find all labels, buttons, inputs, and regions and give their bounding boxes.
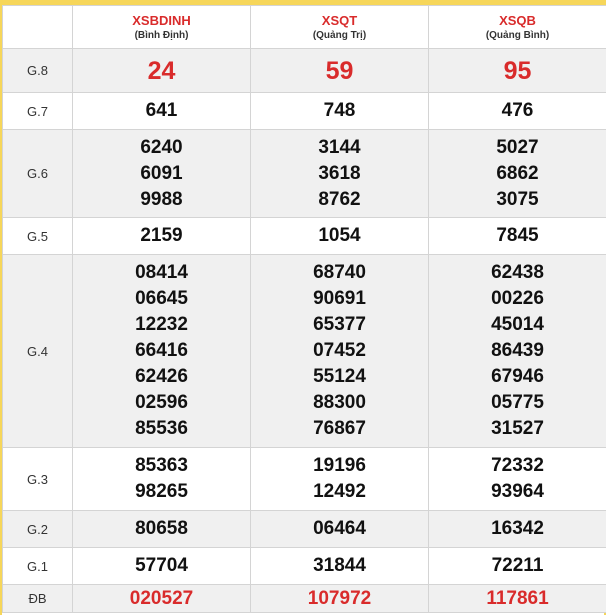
- prize-label: G.3: [3, 448, 73, 511]
- prize-number: 65377: [313, 314, 366, 335]
- prize-label: G.5: [3, 218, 73, 255]
- prize-number: 16342: [491, 518, 544, 539]
- prize-cell: [429, 93, 606, 130]
- province-code-link[interactable]: XSBDINH: [132, 12, 191, 28]
- prize-number: 57704: [135, 555, 188, 576]
- prize-number: 55124: [313, 366, 366, 387]
- prize-number: 45014: [491, 314, 544, 335]
- prize-label: G.6: [3, 130, 73, 218]
- prize-number: 12492: [313, 481, 366, 502]
- prize-number: 24: [147, 56, 176, 85]
- prize-number: 19196: [313, 455, 366, 476]
- prize-cell: [73, 130, 251, 218]
- prize-number: 88300: [313, 392, 366, 413]
- province-name: (Bình Định): [134, 29, 189, 41]
- prize-cell: [73, 548, 251, 585]
- province-header-1: [73, 6, 251, 49]
- prize-number: 641: [145, 100, 178, 121]
- prize-number: 62438: [491, 262, 544, 283]
- prize-cell: [429, 130, 606, 218]
- prize-number: 6091: [140, 162, 183, 184]
- prize-number: 07452: [313, 340, 366, 361]
- prize-cell: [429, 548, 606, 585]
- special-prize-number: 020527: [129, 587, 194, 609]
- prize-number: 31527: [491, 418, 544, 439]
- prize-cell: [251, 448, 429, 511]
- prize-number: 80658: [135, 518, 188, 539]
- prize-row-g3: [3, 448, 606, 511]
- prize-label: G.2: [3, 511, 73, 548]
- prize-number: 2159: [140, 225, 183, 246]
- prize-number: 90691: [313, 288, 366, 309]
- prize-label: G.7: [3, 93, 73, 130]
- prize-cell: [429, 511, 606, 548]
- prize-number: 00226: [491, 288, 544, 309]
- prize-number: 3144: [318, 136, 361, 158]
- prize-cell: [73, 218, 251, 255]
- lottery-results-table: [2, 5, 606, 613]
- prize-number: 3075: [496, 188, 539, 210]
- prize-number: 76867: [313, 418, 366, 439]
- prize-cell: [251, 49, 429, 93]
- prize-number: 66416: [135, 340, 188, 361]
- prize-rows: [3, 49, 606, 613]
- prize-cell: [429, 448, 606, 511]
- prize-number: 02596: [135, 392, 188, 413]
- prize-cell: [251, 218, 429, 255]
- prize-row-g4: [3, 255, 606, 448]
- prize-number: 6862: [496, 162, 539, 184]
- prize-row-g8: [3, 49, 606, 93]
- prize-label: G.8: [3, 49, 73, 93]
- province-name: (Quảng Trị): [312, 29, 367, 41]
- prize-cell: [251, 130, 429, 218]
- prize-cell: [73, 93, 251, 130]
- province-header-3: [429, 6, 606, 49]
- prize-number: 1054: [318, 225, 361, 246]
- province-code-link[interactable]: XSQB: [499, 12, 536, 28]
- prize-number: 476: [501, 100, 534, 121]
- prize-number: 06464: [313, 518, 366, 539]
- province-name: (Quảng Bình): [485, 29, 550, 41]
- prize-number: 748: [323, 100, 356, 121]
- special-prize-number: 117861: [486, 587, 549, 609]
- prize-number: 12232: [135, 314, 188, 335]
- prize-number: 9988: [140, 188, 183, 210]
- special-prize-number: 107972: [307, 587, 372, 609]
- prize-cell: [73, 585, 251, 613]
- prize-row-g7: [3, 93, 606, 130]
- prize-cell: [73, 511, 251, 548]
- prize-number: 67946: [491, 366, 544, 387]
- prize-cell: [73, 448, 251, 511]
- prize-number: 62426: [135, 366, 188, 387]
- prize-number: 31844: [313, 555, 366, 576]
- header-row: [3, 6, 606, 49]
- prize-number: 85363: [135, 455, 188, 476]
- prize-cell: [73, 49, 251, 93]
- prize-number: 8762: [318, 188, 361, 210]
- prize-cell: [73, 255, 251, 448]
- prize-cell: [429, 255, 606, 448]
- prize-row-g2: [3, 511, 606, 548]
- prize-number: 05775: [491, 392, 544, 413]
- prize-number: 6240: [140, 136, 183, 158]
- prize-number: 59: [325, 56, 354, 85]
- province-code-link[interactable]: XSQT: [321, 12, 358, 28]
- prize-row-special: [3, 585, 606, 613]
- prize-number: 7845: [496, 225, 539, 246]
- prize-number: 98265: [135, 481, 188, 502]
- prize-number: 93964: [491, 481, 544, 502]
- prize-cell: [251, 585, 429, 613]
- prize-row-g1: [3, 548, 606, 585]
- prize-number: 3618: [318, 162, 361, 184]
- prize-number: 72211: [491, 555, 544, 576]
- prize-label: ĐB: [3, 585, 73, 613]
- prize-label: G.4: [3, 255, 73, 448]
- prize-cell: [251, 93, 429, 130]
- prize-cell: [251, 548, 429, 585]
- prize-cell: [251, 511, 429, 548]
- prize-number: 68740: [313, 262, 366, 283]
- prize-cell: [429, 218, 606, 255]
- prize-number: 5027: [496, 136, 539, 158]
- prize-number: 86439: [491, 340, 544, 361]
- prize-number: 85536: [135, 418, 188, 439]
- prize-label: G.1: [3, 548, 73, 585]
- prize-number: 06645: [135, 288, 188, 309]
- province-header-2: [251, 6, 429, 49]
- prize-number: 95: [503, 56, 532, 85]
- prize-cell: [251, 255, 429, 448]
- prize-row-g5: [3, 218, 606, 255]
- prize-cell: [429, 49, 606, 93]
- prize-number: 72332: [491, 455, 544, 476]
- prize-row-g6: [3, 130, 606, 218]
- prize-number: 08414: [135, 262, 188, 283]
- header-empty-cell: [3, 6, 73, 49]
- prize-cell: [429, 585, 606, 613]
